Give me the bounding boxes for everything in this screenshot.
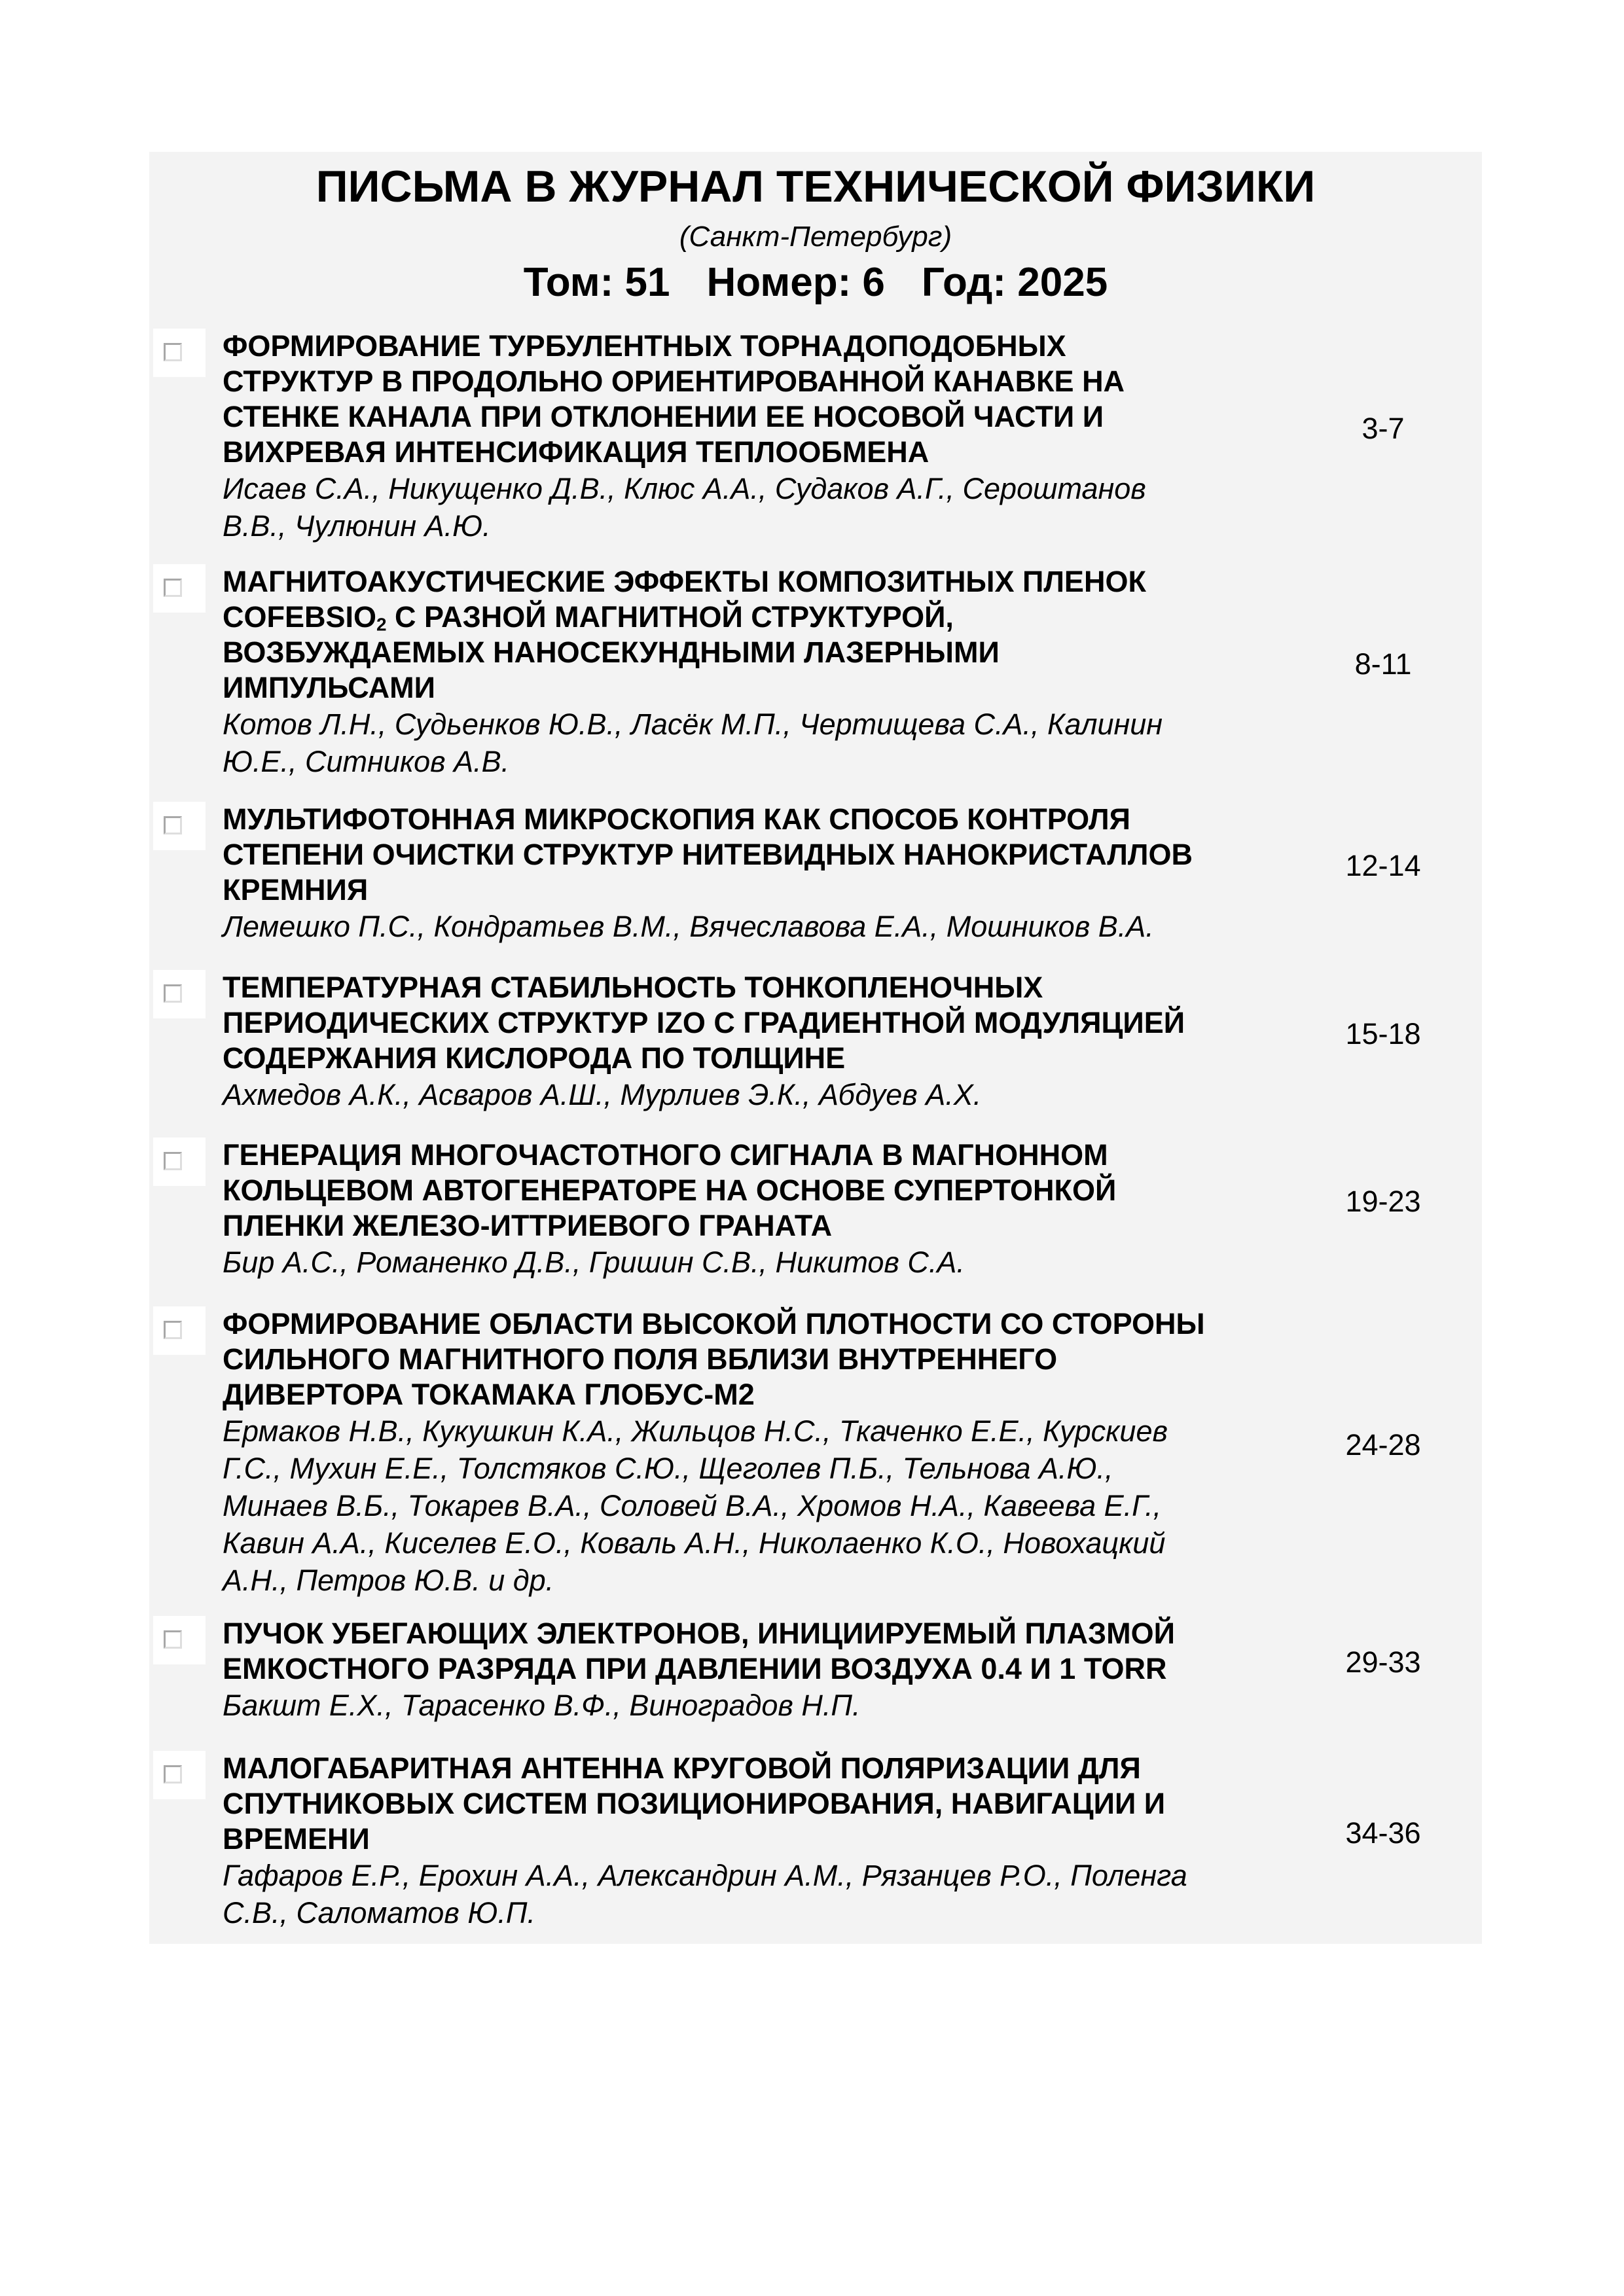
article-pages: 29-33	[1345, 1645, 1421, 1679]
checkbox-cell	[153, 329, 206, 377]
article-title-line[interactable]: ДИВЕРТОРА ТОКАМАКА ГЛОБУС-М2	[223, 1378, 755, 1411]
article-pages: 8-11	[1354, 647, 1412, 681]
article-title-line[interactable]: МАЛОГАБАРИТНАЯ АНТЕННА КРУГОВОЙ ПОЛЯРИЗАЦИИ ДЛЯ	[223, 1751, 1141, 1785]
article-body	[223, 564, 1348, 780]
article-title-line[interactable]: ВИХРЕВАЯ ИНТЕНСИФИКАЦИЯ ТЕПЛООБМЕНА	[223, 435, 929, 469]
article-authors-line: Ю.Е., Ситников А.В.	[223, 745, 510, 778]
article-pages: 15-18	[1345, 1017, 1421, 1050]
article-title-line[interactable]: МУЛЬТИФОТОННАЯ МИКРОСКОПИЯ КАК СПОСОБ КОНТРОЛЯ	[223, 802, 1130, 836]
article-title-line[interactable]: ВОЗБУЖДАЕМЫХ НАНОСЕКУНДНЫМИ ЛАЗЕРНЫМИ	[223, 636, 1000, 669]
article-authors-line: Ахмедов А.К., Асваров А.Ш., Мурлиев Э.К., Абдуев А.Х.	[223, 1078, 982, 1111]
article-body	[223, 1306, 1348, 1599]
article-title-line[interactable]: КОЛЬЦЕВОМ АВТОГЕНЕРАТОРЕ НА ОСНОВЕ СУПЕРТОНКОЙ	[223, 1174, 1117, 1207]
article-authors-line: Минаев В.Б., Токарев В.А., Соловей В.А., Хромов Н.А., Кавеева Е.Г.,	[223, 1489, 1162, 1522]
article-title-line[interactable]: МАГНИТОАКУСТИЧЕСКИЕ ЭФФЕКТЫ КОМПОЗИТНЫХ ПЛЕНОК	[223, 565, 1146, 598]
checkbox-cell	[153, 564, 206, 613]
article-authors-line: Бир А.С., Романенко Д.В., Гришин С.В., Никитов С.А.	[223, 1246, 965, 1279]
article-authors-line: Гафаров Е.Р., Ерохин А.А., Александрин А.М., Рязанцев Р.О., Поленга	[223, 1859, 1187, 1892]
article-title-line[interactable]: $COFEBSIO_2$ С РАЗНОЙ МАГНИТНОЙ СТРУКТУРОЙ,	[223, 600, 954, 635]
article-authors-line: Бакшт Е.Х., Тарасенко В.Ф., Виноградов Н.П.	[223, 1689, 861, 1722]
article-body	[223, 1751, 1348, 1931]
article-title-line[interactable]: СТЕНКЕ КАНАЛА ПРИ ОТКЛОНЕНИИ ЕЕ НОСОВОЙ ЧАСТИ И	[223, 400, 1104, 433]
article-body	[223, 329, 1348, 545]
article-pages: 24-28	[1345, 1428, 1421, 1462]
checkbox-icon[interactable]	[164, 1321, 182, 1339]
article-title-line[interactable]: КРЕМНИЯ	[223, 873, 369, 906]
article-authors-line: С.В., Саломатов Ю.П.	[223, 1896, 535, 1929]
article-pages: 19-23	[1345, 1185, 1421, 1218]
article-title-line[interactable]: ПУЧОК УБЕГАЮЩИХ ЭЛЕКТРОНОВ, ИНИЦИИРУЕМЫЙ ПЛАЗМОЙ	[223, 1617, 1175, 1650]
article-authors-line: В.В., Чулюнин А.Ю.	[223, 509, 491, 543]
article-title-line[interactable]: ПЕРИОДИЧЕСКИХ СТРУКТУР IZO С ГРАДИЕНТНОЙ МОДУЛЯЦИЕЙ	[223, 1006, 1185, 1039]
article-authors-line: Исаев С.А., Никущенко Д.В., Клюс А.А., Судаков А.Г., Сероштанов	[223, 472, 1146, 505]
checkbox-cell	[153, 1306, 206, 1355]
article-body	[223, 1138, 1348, 1281]
checkbox-cell	[153, 970, 206, 1018]
checkbox-cell	[153, 1138, 206, 1186]
article-title-line[interactable]: ФОРМИРОВАНИЕ ТУРБУЛЕНТНЫХ ТОРНАДОПОДОБНЫХ	[223, 329, 1066, 363]
article-title-line[interactable]: СОДЕРЖАНИЯ КИСЛОРОДА ПО ТОЛЩИНЕ	[223, 1041, 846, 1075]
checkbox-icon[interactable]	[164, 984, 182, 1003]
issue-info	[149, 250, 1482, 315]
issue-number-label: Номер: 6	[706, 260, 885, 305]
article-title-line[interactable]: ГЕНЕРАЦИЯ МНОГОЧАСТОТНОГО СИГНАЛА В МАГНОННОМ	[223, 1138, 1108, 1172]
article-title-line[interactable]: СТРУКТУР В ПРОДОЛЬНО ОРИЕНТИРОВАННОЙ КАНАВКЕ НА	[223, 365, 1125, 398]
journal-city: (Санкт-Петербург)	[679, 221, 952, 253]
article-authors-line: Ермаков Н.В., Кукушкин К.А., Жильцов Н.С., Ткаченко Е.Е., Курскиев	[223, 1414, 1168, 1448]
checkbox-cell	[153, 1616, 206, 1664]
checkbox-cell	[153, 1751, 206, 1799]
article-title-line[interactable]: ФОРМИРОВАНИЕ ОБЛАСТИ ВЫСОКОЙ ПЛОТНОСТИ СО СТОРОНЫ	[223, 1307, 1205, 1340]
checkbox-cell	[153, 802, 206, 850]
article-authors-line: Лемешко П.С., Кондратьев В.М., Вячеславова Е.А., Мошников В.А.	[223, 910, 1154, 943]
article-title-line[interactable]: СТЕПЕНИ ОЧИСТКИ СТРУКТУР НИТЕВИДНЫХ НАНОКРИСТАЛЛОВ	[223, 838, 1193, 871]
article-authors-line: Кавин А.А., Киселев Е.О., Коваль А.Н., Николаенко К.О., Новохацкий	[223, 1526, 1166, 1560]
article-title-line[interactable]: ЕМКОСТНОГО РАЗРЯДА ПРИ ДАВЛЕНИИ ВОЗДУХА 0.4 И 1 TORR	[223, 1652, 1167, 1685]
article-authors-line: А.Н., Петров Ю.В. и др.	[223, 1564, 554, 1597]
checkbox-icon[interactable]	[164, 1630, 182, 1649]
checkbox-icon[interactable]	[164, 343, 182, 361]
article-body	[223, 802, 1348, 945]
checkbox-icon[interactable]	[164, 579, 182, 597]
article-title-line[interactable]: ПЛЕНКИ ЖЕЛЕЗО-ИТТРИЕВОГО ГРАНАТА	[223, 1209, 833, 1242]
article-title-line[interactable]: ИМПУЛЬСАМИ	[223, 671, 435, 704]
article-title-line[interactable]: ВРЕМЕНИ	[223, 1822, 370, 1856]
volume-label: Том: 51	[523, 260, 670, 305]
article-title-line[interactable]: ТЕМПЕРАТУРНАЯ СТАБИЛЬНОСТЬ ТОНКОПЛЕНОЧНЫХ	[223, 971, 1043, 1004]
checkbox-icon[interactable]	[164, 1152, 182, 1170]
article-title-line[interactable]: СПУТНИКОВЫХ СИСТЕМ ПОЗИЦИОНИРОВАНИЯ, НАВИГАЦИИ И	[223, 1787, 1166, 1820]
article-pages: 34-36	[1345, 1816, 1421, 1850]
article-pages: 3-7	[1362, 412, 1405, 445]
checkbox-icon[interactable]	[164, 1765, 182, 1784]
year-label: Год: 2025	[921, 260, 1108, 305]
article-pages: 12-14	[1345, 849, 1421, 882]
article-authors-line: Г.С., Мухин Е.Е., Толстяков С.Ю., Щеголев П.Б., Тельнова А.Ю.,	[223, 1452, 1113, 1485]
article-title-line[interactable]: СИЛЬНОГО МАГНИТНОГО ПОЛЯ ВБЛИЗИ ВНУТРЕННЕГО	[223, 1342, 1058, 1376]
table-of-contents	[149, 152, 1482, 1944]
article-body	[223, 970, 1348, 1113]
article-body	[223, 1616, 1348, 1724]
journal-title: ПИСЬМА В ЖУРНАЛ ТЕХНИЧЕСКОЙ ФИЗИКИ	[316, 162, 1316, 211]
checkbox-icon[interactable]	[164, 816, 182, 834]
article-authors-line: Котов Л.Н., Судьенков Ю.В., Ласёк М.П., Чертищева С.А., Калинин	[223, 708, 1163, 741]
